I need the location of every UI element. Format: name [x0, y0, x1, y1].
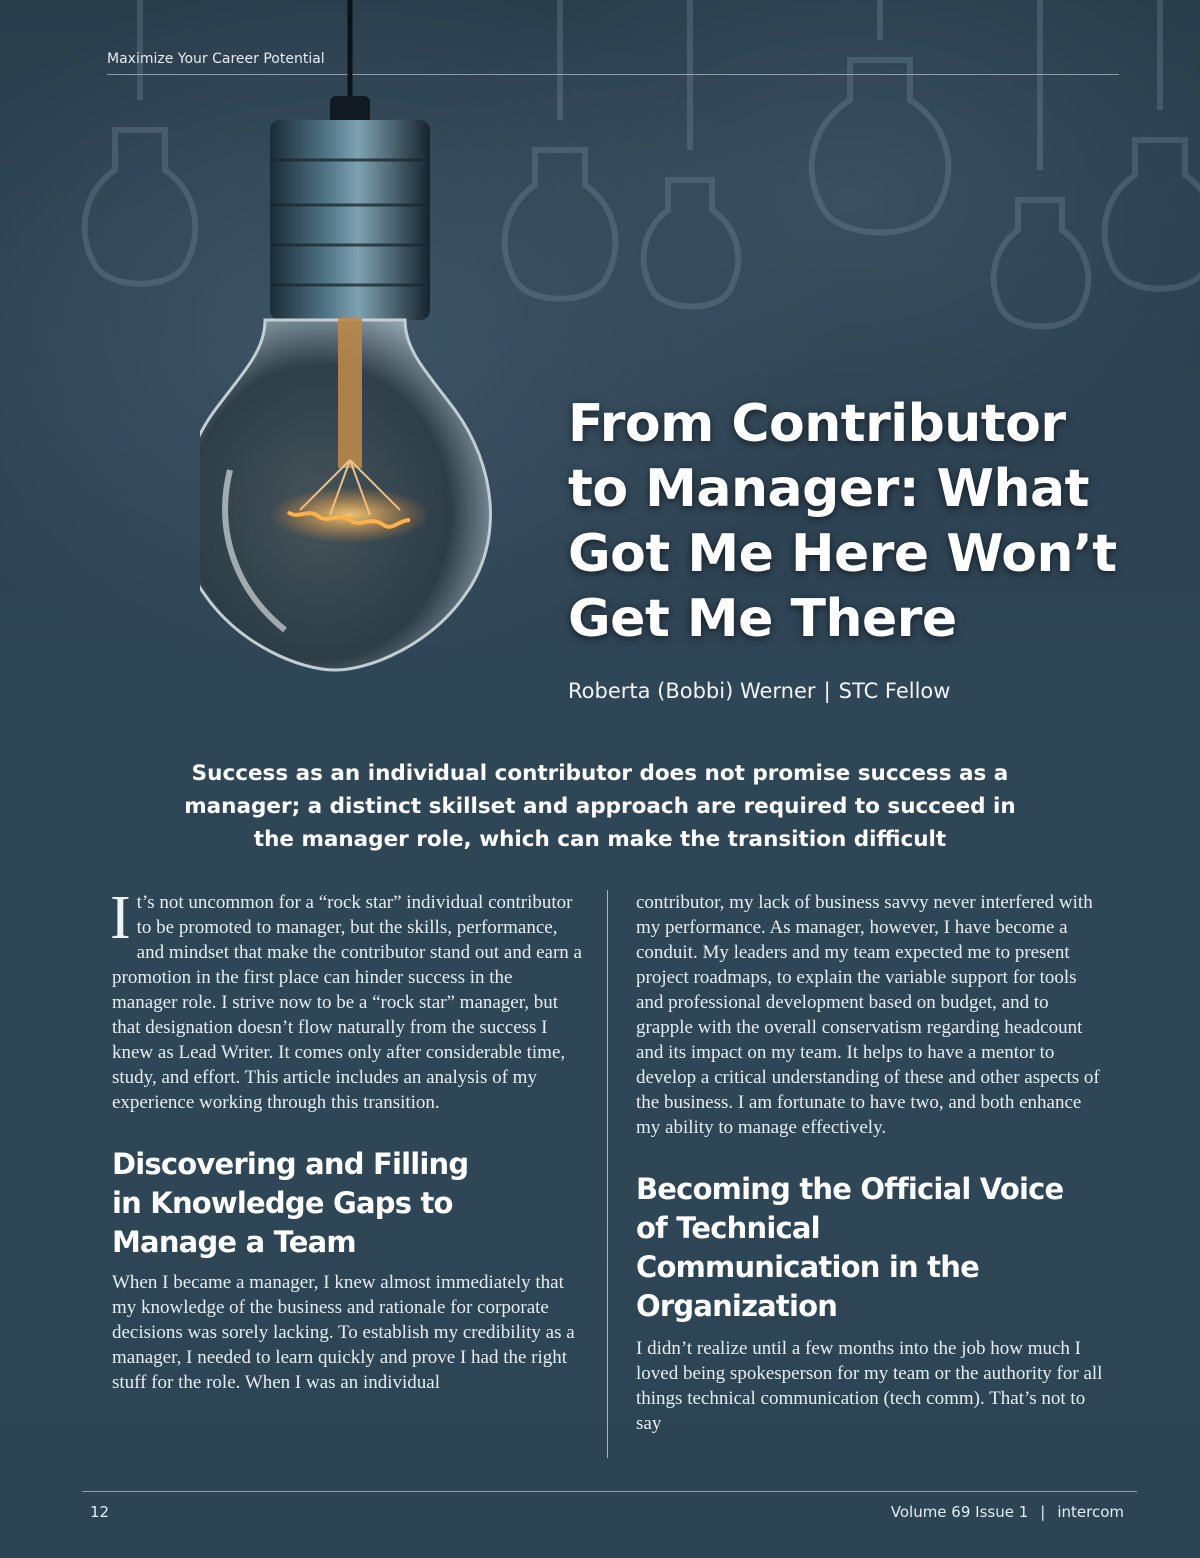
author-title: STC Fellow — [838, 679, 951, 703]
light-bulb-illustration — [200, 0, 510, 680]
byline — [568, 679, 950, 703]
author-name: Roberta (Bobbi) Werner — [568, 679, 816, 703]
article-title: From Contributor to Manager: What Got Me Here Won’t Get Me There — [568, 394, 1117, 649]
section1-continued-paragraph: contributor, my lack of business savvy never interfered with my performance. As manager, however, I have become a conduit. My leaders and my team expected me to present project roadmaps, to explain the variable support for tools and professional development based on budget, and to grapple with the overall conservatism regarding headcount and its impact on my team. It helps to have a mentor to develop a critical understanding of these and other aspects of the business. I am fortunate to have two, and both enhance my ability to manage effectively. — [636, 892, 1100, 1138]
issue-label: Volume 69 Issue 1 — [890, 1503, 1029, 1521]
byline-separator: | — [823, 679, 831, 703]
left-column — [110, 884, 582, 1395]
section2-heading: Becoming the Official Voice of Technical Communication in the Organization — [636, 1172, 1064, 1323]
drop-cap: I — [110, 884, 131, 952]
section1-heading: Discovering and Filling in Knowledge Gaps to Manage a Team — [112, 1147, 469, 1259]
section1-paragraph: When I became a manager, I knew almost immediately that my knowledge of the business and rationale for corporate decisions was sorely lacking. To establish my credibility as a manager, I needed to learn quickly and prove I had the right stuff for the role. When I was an individual — [112, 1272, 575, 1393]
background-bulbs-illustration — [0, 0, 1200, 420]
section2-paragraph: I didn’t realize until a few months into the job how much I loved being spokesperson for my team or the authority for all things technical communication (tech comm). That’s not to say — [636, 1338, 1103, 1434]
footer-issue-info — [891, 1503, 1124, 1521]
page-number: 12 — [90, 1503, 110, 1521]
footer-separator: | — [1040, 1503, 1046, 1521]
intro-text: t’s not uncommon for a “rock star” individual contributor to be promoted to manager, but the skills, performance, and mindset that make the contributor stand out and earn a promotion in the first place can hinder success in the manager role. I strive now to be a “rock star” manager, but that designation doesn’t flow naturally from the success I knew as Lead Writer. It comes only after considerable time, study, and effort. This article includes an analysis of my experience working through this transition. — [112, 892, 582, 1113]
column-divider — [607, 890, 608, 1458]
article-deck: Success as an individual contributor does not promise success as a manager; a distinct skillset and approach are required to succeed in the manager role, which can make the transition difficult — [184, 761, 1016, 852]
intro-paragraph — [110, 884, 582, 1115]
publication-name: intercom — [1057, 1503, 1124, 1521]
footer-rule — [82, 1491, 1137, 1492]
section-label: Maximize Your Career Potential — [107, 51, 325, 67]
right-column — [636, 890, 1106, 1436]
